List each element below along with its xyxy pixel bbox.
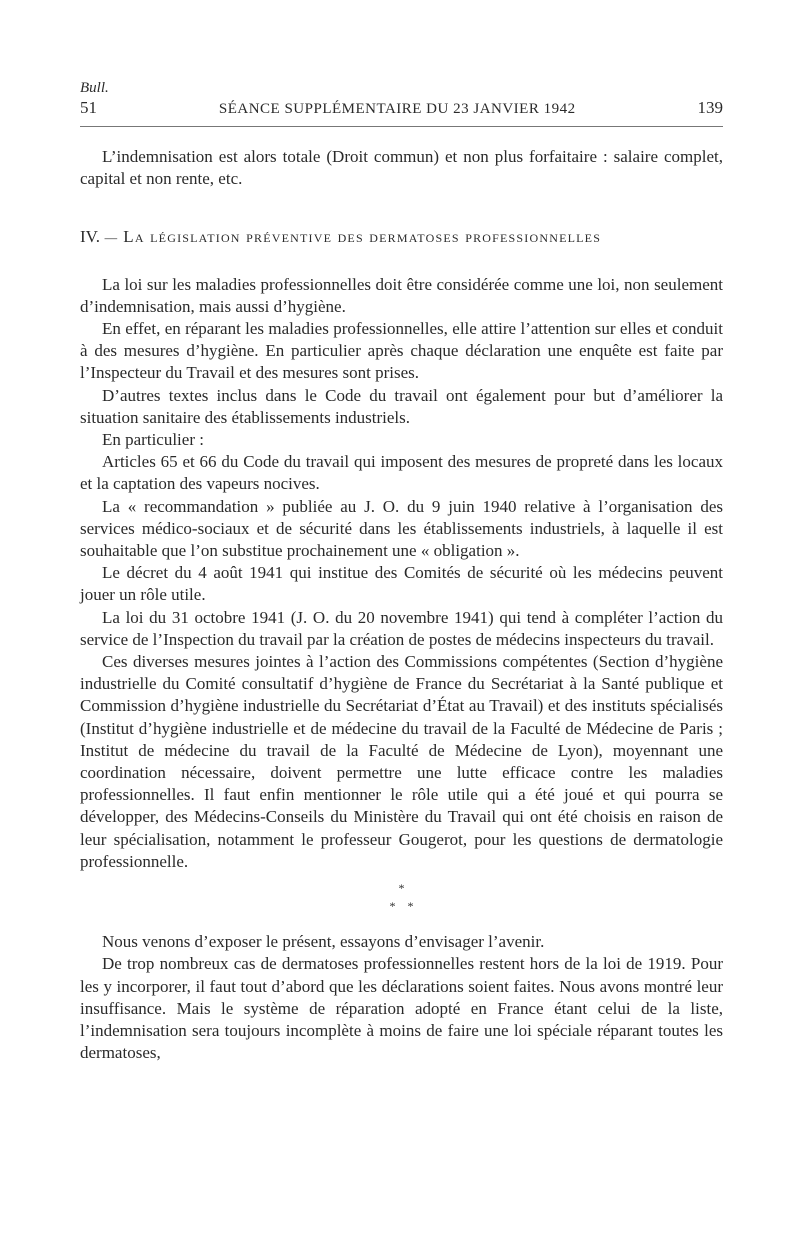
paragraph: La loi sur les maladies professionnelles doit être considérée comme une loi, non seulement d’indemnisation, mais aussi d’hygiène. bbox=[80, 274, 723, 316]
journal-label: Bull. bbox=[80, 80, 109, 96]
paragraph: De trop nombreux cas de dermatoses professionnelles restent hors de la loi de 1919. Pour les y incorporer, il faut tout d’abord que les déclarations soient faites. Nous avons montré leur insuffisance. Mais le système de réparation adopté en France étant celui de la liste, l’indemnisation sera toujours incomplète à moins de faire une loi spéciale réparant toutes les dermatoses, bbox=[80, 954, 723, 1063]
section-heading bbox=[80, 226, 723, 249]
asterism-separator: * * * bbox=[389, 881, 414, 914]
section-dash: — bbox=[104, 231, 119, 246]
paragraph: Articles 65 et 66 du Code du travail qui imposent des mesures de propreté dans les locaux et la captation des vapeurs nocives. bbox=[80, 452, 723, 494]
section-number: IV. bbox=[80, 227, 100, 247]
paragraph: La « recommandation » publiée au J. O. du 9 juin 1940 relative à l’organisation des services médico-sociaux et de sécurité dans les établissements industriels, à laquelle il est souhaitable que l’on substitue prochainement une « obligation ». bbox=[80, 496, 723, 561]
body-text bbox=[80, 146, 723, 1064]
issue-number: 51 bbox=[80, 98, 97, 117]
paragraph: Le décret du 4 août 1941 qui institue des Comités de sécurité où les médecins peuvent jouer un rôle utile. bbox=[80, 563, 723, 605]
running-header bbox=[80, 98, 723, 124]
paragraph: En particulier : bbox=[102, 430, 204, 450]
header-rule bbox=[80, 126, 723, 127]
running-title: SÉANCE SUPPLÉMENTAIRE DU 23 JANVIER 1942 bbox=[218, 101, 576, 117]
paragraph: La loi du 31 octobre 1941 (J. O. du 20 novembre 1941) qui tend à compléter l’action du service de l’Inspection du travail par la création de postes de médecins inspecteurs du travail. bbox=[80, 607, 723, 649]
paragraph: Ces diverses mesures jointes à l’action des Commissions compétentes (Section d’hygiène industrielle du Comité consultatif d’hygiène de France du Secrétariat à la Santé publique et Commission d’hygiène industrielle du Secrétariat d’État au Travail) et des instituts spécialisés (Institut d’hygiène industrielle et de médecine du travail de la Faculté de Médecine de Paris ; Institut de médecine du travail de la Faculté de Médecine de Lyon), moyennant une coordination nécessaire, doivent permettre une lutte efficace contre les maladies professionnelles. Il faut enfin mentionner le rôle utile qui a été joué et qui pourra se développer, des Médecins-Conseils du Ministère du Travail qui ont été choisis en raison de leur spécialisation, notamment le professeur Gougerot, pour les questions de dermatologie professionnelle. bbox=[80, 652, 723, 871]
paragraph: D’autres textes inclus dans le Code du travail ont également pour but d’améliorer la situation sanitaire des établissements industriels. bbox=[80, 385, 723, 427]
section-title: La législation préventive des dermatoses professionnelles bbox=[123, 227, 602, 247]
paragraph: L’indemnisation est alors totale (Droit commun) et non plus forfaitaire : salaire complet, capital et non rente, etc. bbox=[80, 147, 723, 189]
page-number: 139 bbox=[697, 98, 723, 117]
paragraph: Nous venons d’exposer le présent, essayons d’envisager l’avenir. bbox=[102, 932, 545, 952]
paragraph: En effet, en réparant les maladies professionnelles, elle attire l’attention sur elles et conduit à des mesures d’hygiène. En particulier après chaque déclaration une enquête est faite par l’Inspecteur du Travail et des mesures sont prises. bbox=[80, 319, 723, 383]
